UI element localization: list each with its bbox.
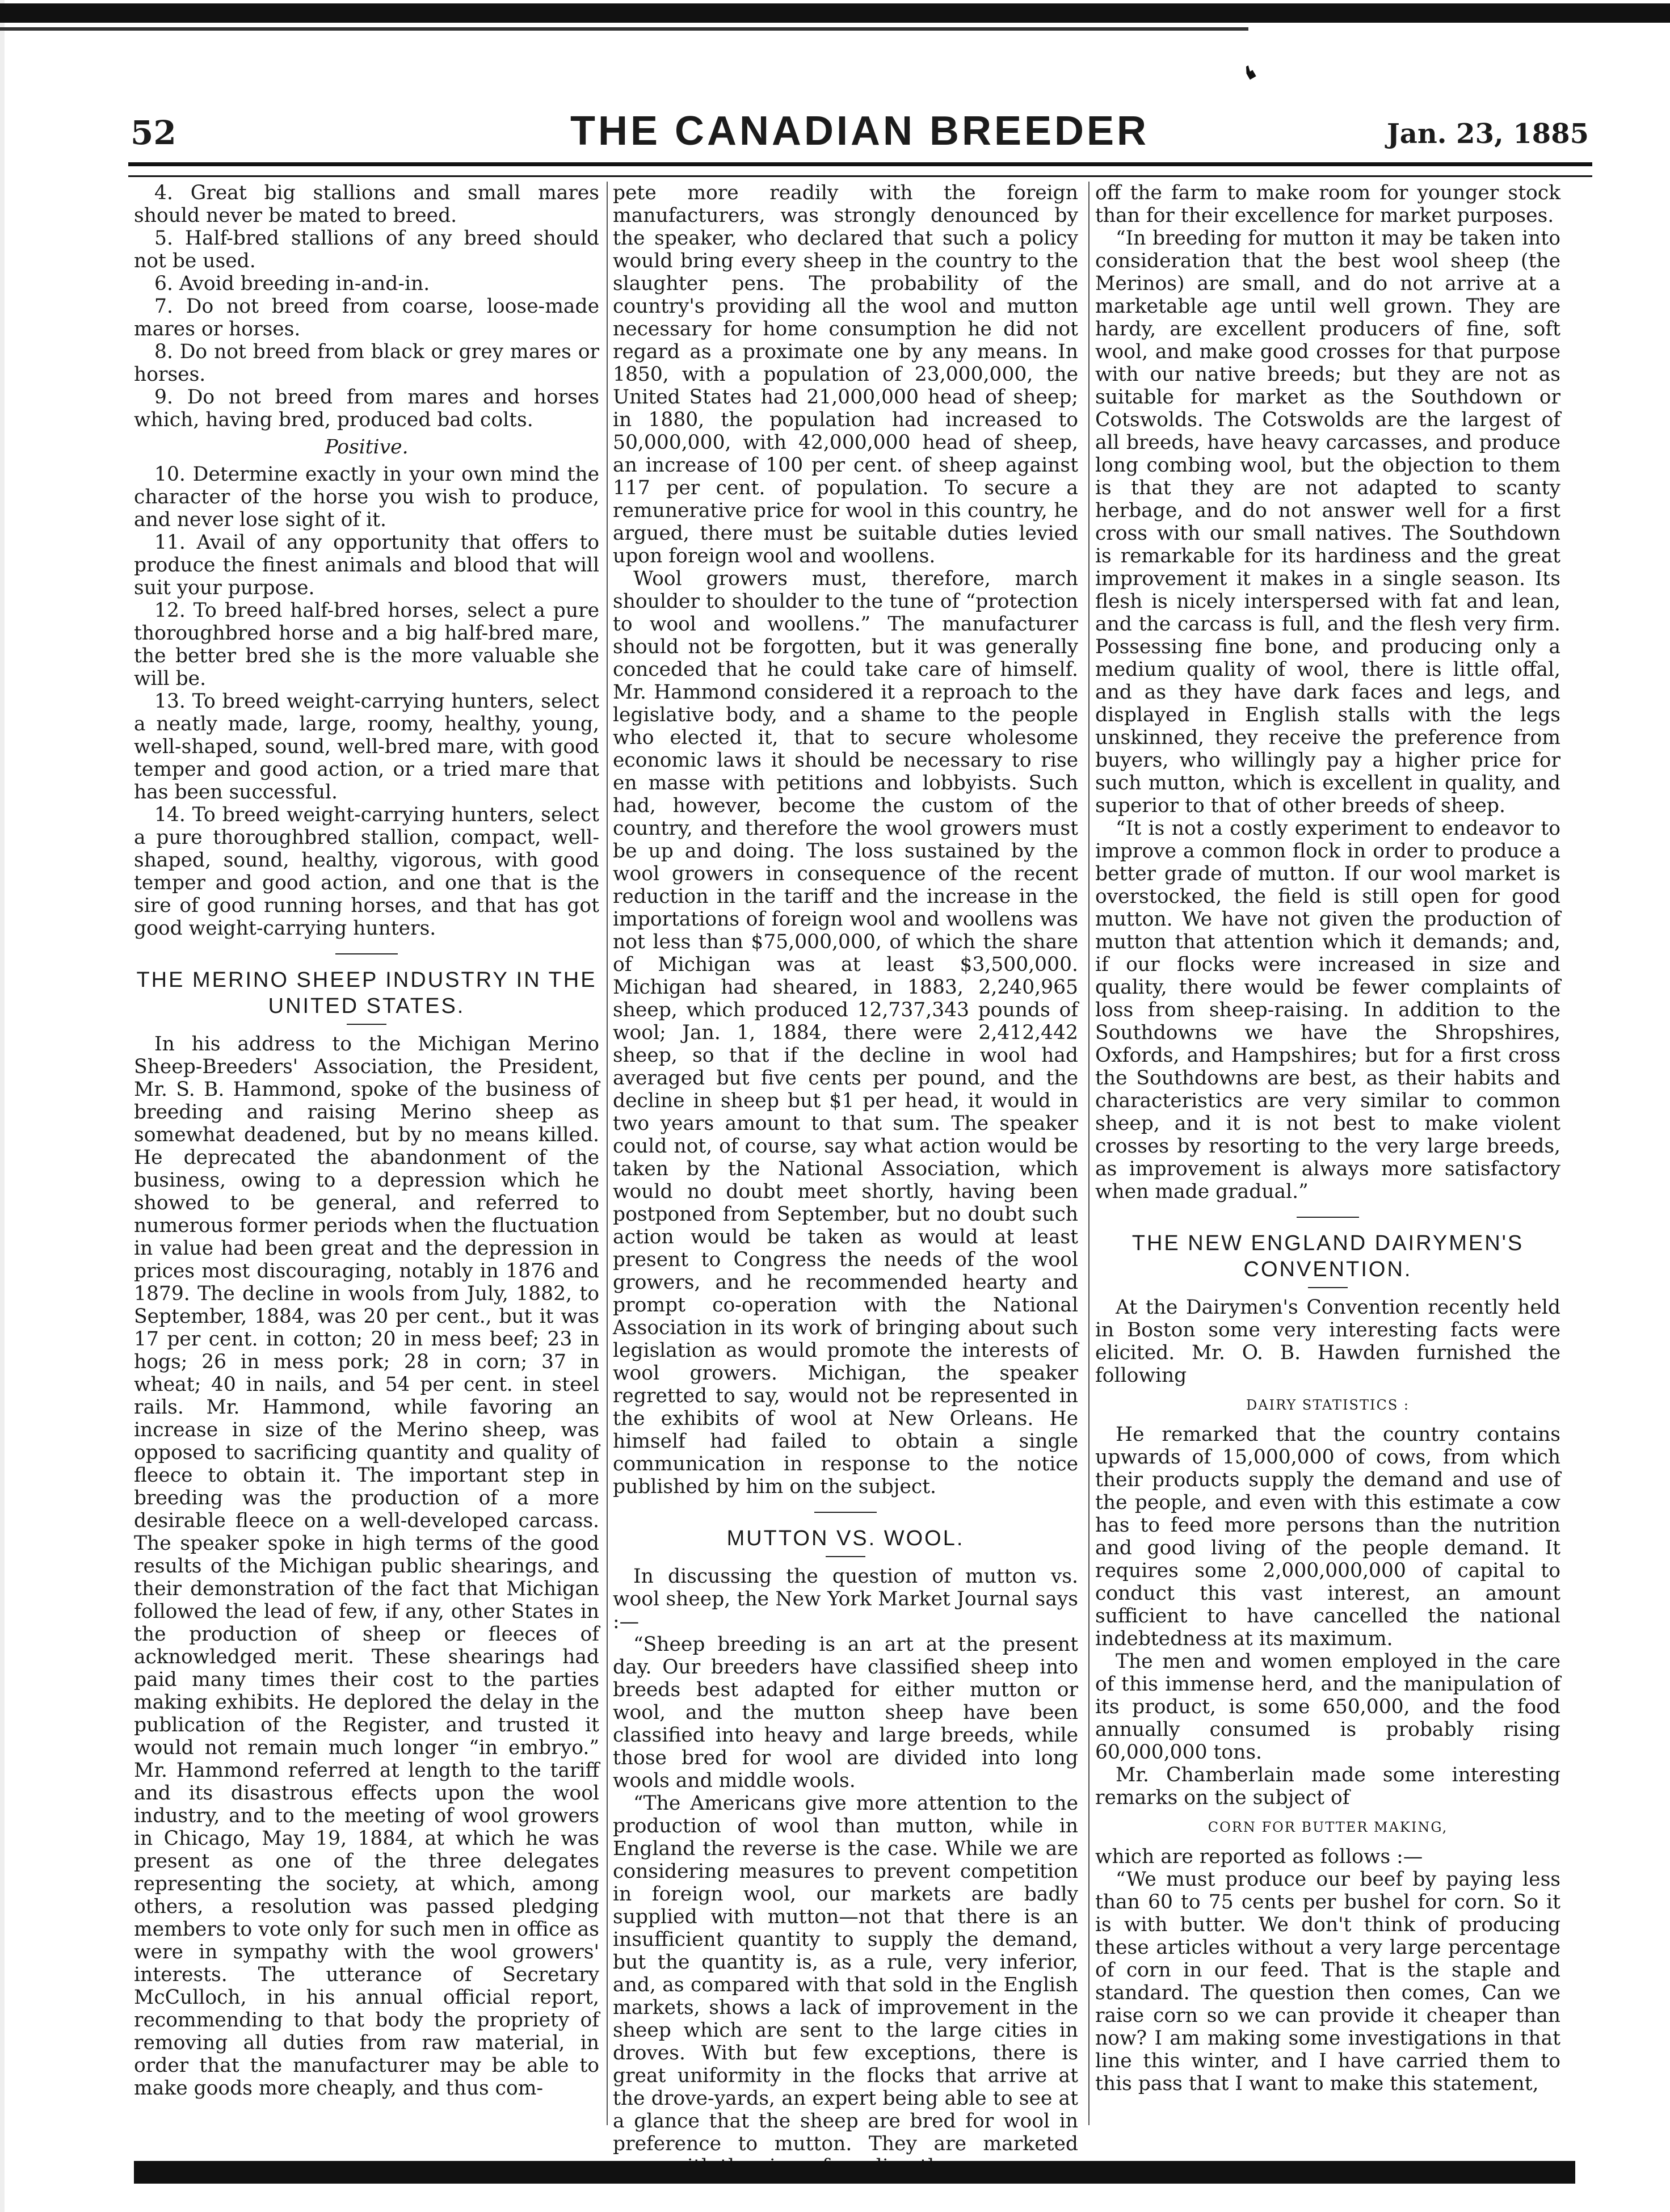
paragraph: pete more readily with the foreign manufacturers, was strongly denounced by the speaker, who declared that such a policy would bring every sheep in the country to the slaughter pens. The probability of the country's providing all the wool and mutton necessary for home consumption he did not regard as a proximate one by any means. In 1850, with a population of 23,000,000, the United States had 21,000,000 head of sheep; in 1880, the population had increased to 50,000,000, with 42,000,000 head of sheep, an increase of 100 per cent. of sheep against 117 per cent. of population. To secure a remunerative price for wool in this country, he argued, there must be suitable duties levied upon foreign wool and woollens. xyxy=(613,182,1078,567)
paragraph: “We must produce our beef by paying less than 60 to 75 cents per bushel for corn. So it is with butter. We don't think of producing these articles without a very large percentage of corn in our feed. That is the staple and standard. The question then comes, Can we raise corn so we can provide it cheaper than now? I am making some investigations in that line this winter, and I have carried them to this pass that I want to make this statement, xyxy=(1095,1868,1560,2095)
paragraph: 13. To breed weight-carrying hunters, select a neatly made, large, roomy, healthy, young, well-shaped, sound, well-bred mare, with good temper and good action, or a tried mare that has been successful. xyxy=(134,690,599,804)
column-3 xyxy=(1095,182,1560,2134)
paragraph: “It is not a costly experiment to endeavor to improve a common flock in order to produce a better grade of mutton. If our wool market is overstocked, the field is still open for good mutton. We have not given the production of mutton that attention which it demands; and, if our flocks were increased in size and quality, there would be fewer complaints of loss from sheep-raising. In addition to the Southdowns we have the Shropshires, Oxfords, and Hampshires; but for a first cross the Southdowns are best, as their habits and characteristics are very similar to common sheep, and it is not best to make violent crosses by resorting to the very large breeds, as improvement is always more satisfactory when made gradual.” xyxy=(1095,817,1560,1203)
paragraph: “Sheep breeding is an art at the present day. Our breeders have classified sheep into breeds best adapted for either mutton or wool, and the mutton sheep have been classified into heavy and large breeds, while those bred for wool are divided into long wools and middle wools. xyxy=(613,1633,1078,1792)
title-rule xyxy=(1308,1287,1348,1288)
paragraph: Wool growers must, therefore, march shoulder to shoulder to the tune of “protection to wool and woollens.” The manufacturer should not be forgotten, but it was generally conceded that he could take care of himself. Mr. Hammond considered it a reproach to the legislative body, and a shame to the people who elected it, that to secure wholesome economic laws it should be necessary to rise en masse with petitions and lobbyists. Such had, however, become the custom of the country, and therefore the wool growers must be up and doing. The loss sustained by the wool growers in consequence of the recent reduction in the tariff and the increase in the importations of foreign wool and woollens was not less than $75,000,000, of which the share of Michigan was at least $3,500,000. Michigan had sheared, in 1883, 2,240,965 sheep, which produced 12,737,343 pounds of wool; Jan. 1, 1884, there were 2,412,442 sheep, so that if the decline in wool had averaged but five cents per pound, and the decline in sheep but $1 per head, it would in two years amount to that sum. The speaker could not, of course, say what action would be taken by the National Association, which would no doubt meet shortly, having been postponed from September, but no doubt such action would be taken as would at least present to Congress the needs of the wool growers, and he recommended hearty and prompt co-operation with the National Association in its work of bringing about such legislation as would promote the interests of wool growers. Michigan, the speaker regretted to say, would not be represented in the exhibits of wool at New Orleans. He himself had failed to obtain a single communication in response to the notice published by him on the subject. xyxy=(613,567,1078,1498)
paragraph: “The Americans give more attention to the production of wool than mutton, while in England the reverse is the case. While we are considering measures to prevent competition in foreign wool, our markets are badly supplied with mutton—not that there is an insufficient quantity to supply the demand, but the quantity is, as a rule, very inferior, and, as compared with that sold in the English markets, shows a lack of improvement in the sheep which are sent to the large cities in droves. With but few exceptions, there is great uniformity in the flocks that arrive at the drove-yards, an expert being able to see at a glance that the sheep are bred for wool in preference to mutton. They are marketed xyxy=(613,1792,1078,2155)
ink-mark: ❛ xyxy=(1236,56,1271,104)
article-title-merino: THE MERINO SHEEP INDUSTRY IN THE UNITED STATES. xyxy=(136,968,597,1018)
paragraph: 5. Half-bred stallions of any breed should not be used. xyxy=(134,227,599,272)
column-divider xyxy=(607,182,608,2125)
page-edge xyxy=(0,0,5,2212)
title-rule xyxy=(347,1024,386,1025)
paragraph: 12. To breed half-bred horses, select a pure thoroughbred horse and a big half-bred mare, the better bred she is the more valuable she will be. xyxy=(134,599,599,690)
subheading-dairy-statistics: DAIRY STATISTICS : xyxy=(1246,1397,1410,1413)
section-rule xyxy=(335,953,398,954)
top-border-bar xyxy=(0,3,1670,23)
column-2 xyxy=(613,182,1078,2155)
issue-date: Jan. 23, 1885 xyxy=(1387,118,1589,150)
paragraph: In his address to the Michigan Merino Sheep-Breeders' Association, the President, Mr. S. B. Hammond, spoke of the business of breeding and raising Merino sheep as somewhat deadened, but by no means killed. He deprecated the abandonment of the business, owing to a depression which he showed to be general, and referred to numerous former periods when the fluctuation in value had been great and the depression in prices most discouraging, notably in 1876 and 1879. The decline in wools from July, 1882, to September, 1884, was 20 per cent., but it was 17 per cent. in cotton; 20 in mess beef; 23 in hogs; 26 in mess pork; 28 in corn; 37 in wheat; 40 in nails, and 54 per cent. in steel rails. Mr. Hammond, while favoring an increase in size of the Merino sheep, was opposed to sacrificing quantity and quality of fleece to obtain it. The important step in breeding was the production of a more desirable fleece on a well-developed carcass. The speaker spoke in high terms of the good results of the Michigan public shearings, and their demonstration of the fact that Michigan followed the lead of few, if any, other States in the production of sheep or fleeces of acknowledged merit. These shearings had paid many times their cost to the parties making exhibits. He deplored the delay in the publication of the Register, and trusted it would not remain much longer “in embryo.” Mr. Hammond referred at length to the tariff and its disastrous effects upon the wool industry, and to the meeting of wool growers in Chicago, May 19, 1884, at which he was present as one of the three delegates representing the society, at which, among others, a resolution was passed pledging members to vote only for such men in office as were in sympathy with the wool growers' interests. The utterance of Secretary McCulloch, in his annual official report, recommending to that body the propriety of removing all duties from raw material, in order that the manufacturer may be able to make goods more cheaply, and thus com- xyxy=(134,1033,599,2100)
paragraph: 11. Avail of any opportunity that offers to produce the finest animals and blood that will suit your purpose. xyxy=(134,531,599,599)
masthead: THE CANADIAN BREEDER xyxy=(570,108,1150,154)
section-rule xyxy=(814,1512,877,1513)
paragraph: 10. Determine exactly in your own mind the character of the horse you wish to produce, and never lose sight of it. xyxy=(134,463,599,531)
article-title-mutton: MUTTON VS. WOOL. xyxy=(726,1526,965,1550)
paragraph: The men and women employed in the care of this immense herd, and the manipulation of its product, is some 650,000, and the food annually consumed is probably rising 60,000,000 tons. xyxy=(1095,1650,1560,1764)
paragraph: 6. Avoid breeding in-and-in. xyxy=(154,272,430,295)
page-header xyxy=(131,108,1589,165)
paragraph: 4. Great big stallions and small mares should never be mated to breed. xyxy=(134,182,599,227)
subheading-positive: Positive. xyxy=(325,436,409,459)
paragraph: 14. To breed weight-carrying hunters, select a pure thoroughbred stallion, compact, well-shaped, sound, healthy, vigorous, with good temper and good action, and one that is the sire of good running horses, and that has got good weight-carrying hunters. xyxy=(134,804,599,940)
column-divider xyxy=(1088,182,1090,2125)
paragraph: At the Dairymen's Convention recently held in Boston some very interesting facts were elicited. Mr. O. B. Hawden furnished the following xyxy=(1095,1296,1560,1387)
column-1 xyxy=(134,182,599,2134)
paragraph: 8. Do not breed from black or grey mares or horses. xyxy=(134,340,599,386)
paragraph: In discussing the question of mutton vs. wool sheep, the New York Market Journal says :— xyxy=(613,1565,1078,1633)
paragraph: “In breeding for mutton it may be taken into consideration that the best wool sheep (the Merinos) are small, and do not arrive at a marketable age until well grown. They are hardy, are excellent producers of fine, soft wool, and make good crosses for that purpose with our native breeds; but they are not as suitable for market as the Southdown or Cotswolds. The Cotswolds are the largest of all breeds, have heavy carcasses, and produce long combing wool, but the objection to them is that they are not adapted to scanty herbage, and do not answer well for a first cross with our small natives. The Southdown is remarkable for its hardiness and the great improvement it makes in a single season. Its flesh is nicely interspersed with fat and lean, and the carcass is full, and the flesh very firm. Possessing fine bone, and producing only a medium quality of wool, there is little offal, and as they have dark faces and legs, and displayed in English stalls with the legs unskinned, they receive the preference from buyers, who willingly pay a higher price for such mutton, which is excellent in quality, and superior to that of other breeds of sheep. xyxy=(1095,227,1560,817)
paragraph: 7. Do not breed from coarse, loose-made mares or horses. xyxy=(134,295,599,340)
article-title-dairymen: THE NEW ENGLAND DAIRYMEN'S CONVENTION. xyxy=(1131,1231,1524,1281)
paragraph: 9. Do not breed from mares and horses which, having bred, produced bad colts. xyxy=(134,386,599,431)
paragraph: He remarked that the country contains upwards of 15,000,000 of cows, from which their products supply the demand and use of the people, and even with this estimate a cow has to feed more persons than the nutrition and good living of the people demand. It requires some 2,000,000,000 of capital to conduct this vast interest, an amount sufficient to have cancelled the national indebtedness at its maximum. xyxy=(1095,1423,1560,1650)
top-border-line xyxy=(0,27,1248,31)
page-number: 52 xyxy=(131,113,176,152)
section-rule xyxy=(1297,1217,1359,1218)
paragraph: which are reported as follows :— xyxy=(1095,1845,1423,1868)
subheading-corn: CORN FOR BUTTER MAKING, xyxy=(1208,1819,1448,1835)
bottom-border-bar xyxy=(134,2161,1575,2184)
paragraph: off the farm to make room for younger stock than for their excellence for market purposes. xyxy=(1095,182,1560,227)
paragraph: Mr. Chamberlain made some interesting remarks on the subject of xyxy=(1095,1764,1560,1809)
header-rule xyxy=(128,162,1592,177)
title-rule xyxy=(826,1556,865,1557)
